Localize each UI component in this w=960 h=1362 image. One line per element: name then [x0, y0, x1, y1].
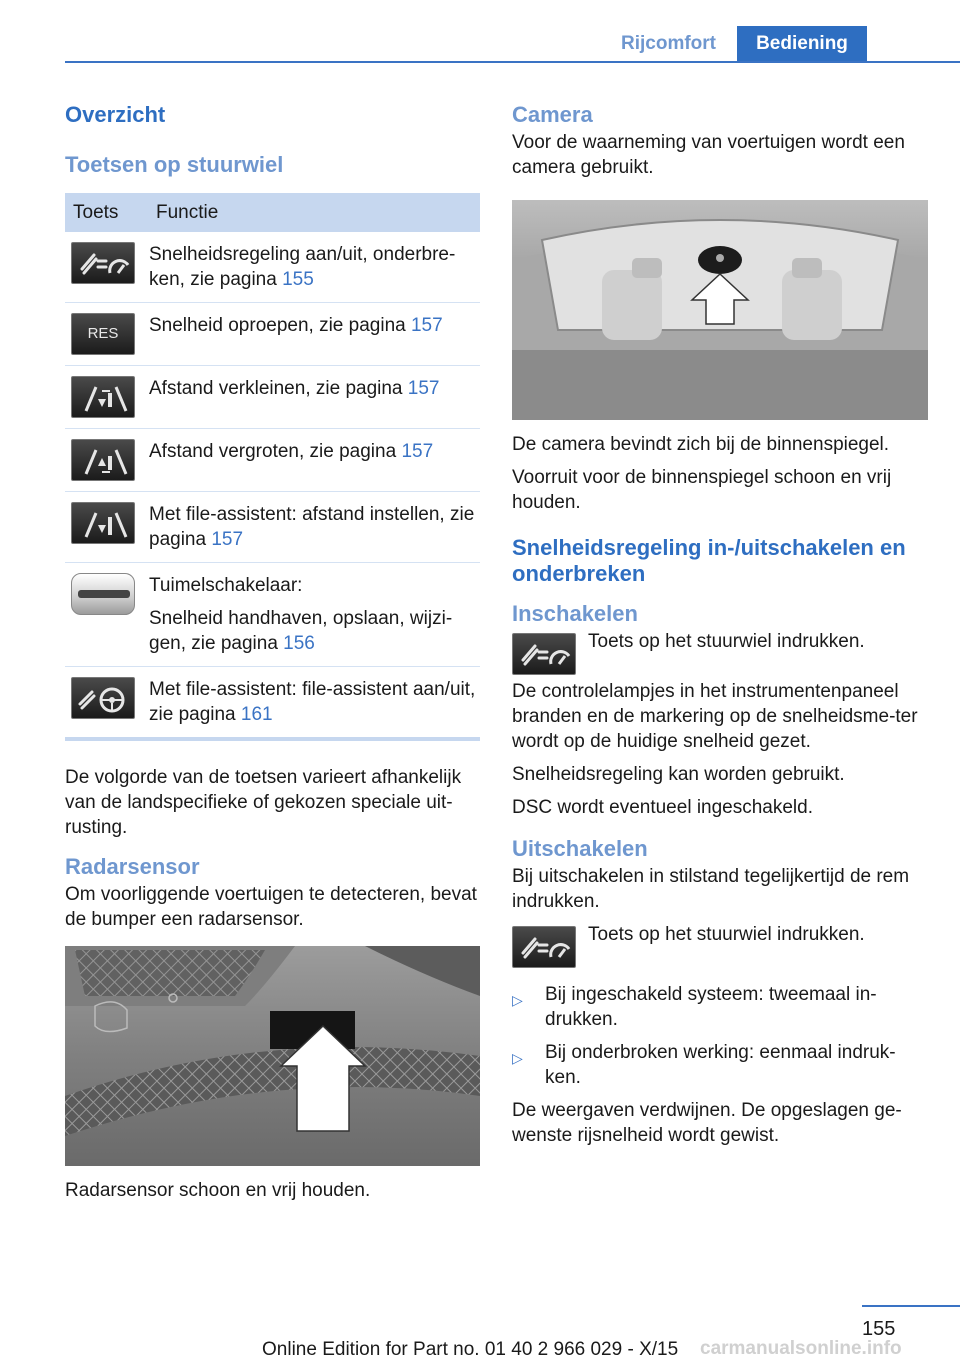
paragraph-camera-location: De camera bevindt zich bij de binnenspiegel.	[512, 434, 890, 455]
page-link[interactable]: 157	[401, 441, 434, 462]
heading-cruise-switch: Snelheidsregeling in-/uitschakelen en onderbreken	[512, 535, 906, 586]
list-item	[512, 1040, 928, 1090]
row-text: Snelheidsregeling aan/uit, onderbre-ken, zie pagina	[149, 244, 456, 290]
paragraph-on-dsc: DSC wordt eventueel ingeschakeld.	[512, 797, 814, 818]
row-text: Tuimelschakelaar:	[149, 575, 303, 596]
row-text: Afstand verkleinen, zie pagina	[149, 378, 408, 399]
page-link[interactable]: 157	[410, 315, 443, 336]
row-text: Snelheid oproepen, zie pagina	[149, 315, 411, 336]
paragraph-on-press: Toets op het stuurwiel indrukken.	[588, 631, 865, 652]
heading-steering-wheel-buttons: Toetsen op stuurwiel	[65, 152, 284, 177]
list-item	[512, 982, 928, 1032]
page-link[interactable]: 155	[282, 269, 314, 290]
paragraph-radar-clean: Radarsensor schoon en vrij houden.	[65, 1180, 371, 1201]
off-bullet-list	[512, 982, 928, 1090]
cruise-control-icon	[512, 633, 576, 675]
triangle-bullet-icon: ▷	[512, 992, 523, 1008]
page-number: 155	[862, 1318, 896, 1340]
paragraph-on-usable: Snelheidsregeling kan worden gebruikt.	[512, 764, 845, 785]
buttons-table	[65, 193, 480, 741]
left-column	[65, 100, 480, 1203]
page-link[interactable]: 156	[283, 633, 315, 654]
heading-radar-sensor: Radarsensor	[65, 854, 200, 879]
triangle-bullet-icon: ▷	[512, 1050, 523, 1066]
header-section-label: Rijcomfort	[621, 33, 716, 54]
paragraph-camera: Voor de waarneming van voertuigen wordt een camera gebruikt.	[512, 132, 905, 178]
watermark: carmanualsonline.info	[700, 1338, 902, 1359]
cruise-control-icon	[71, 242, 135, 284]
heading-overview: Overzicht	[65, 102, 166, 127]
page-link[interactable]: 157	[407, 378, 440, 399]
table-row	[65, 366, 480, 429]
list-item-text: Bij onderbroken werking: eenmaal indruk-ken.	[545, 1042, 896, 1088]
table-row	[65, 303, 480, 366]
distance-decrease-icon	[71, 376, 135, 418]
table-row	[65, 492, 480, 563]
res-button-icon: RES	[71, 313, 135, 355]
paragraph-off-result: De weergaven verdwijnen. De opgeslagen ge-wenste rijsnelheid wordt gewist.	[512, 1100, 902, 1146]
header-rule	[65, 61, 960, 63]
edition-note: Online Edition for Part no. 01 40 2 966 029 - X/15	[262, 1339, 679, 1360]
table-header-row	[65, 193, 480, 232]
paragraph-windshield: Voorruit voor de binnenspiegel schoon en vrij houden.	[512, 467, 892, 513]
heading-camera: Camera	[512, 102, 593, 127]
radar-sensor-photo	[65, 946, 480, 1166]
table-header-key: Toets	[65, 193, 148, 232]
cruise-control-icon	[512, 926, 576, 968]
heading-switch-off: Uitschakelen	[512, 836, 648, 861]
row-text: Met file-assistent: file-assistent aan/uit, zie pagina	[149, 679, 476, 725]
paragraph-button-order: De volgorde van de toetsen varieert afhankelijk van de landspecifieke of gekozen speciale uit-rusting.	[65, 767, 462, 838]
paragraph-radar: Om voorliggende voertuigen te detecteren, bevat de bumper een radarsensor.	[65, 884, 477, 930]
table-row	[65, 563, 480, 667]
heading-switch-on: Inschakelen	[512, 601, 638, 626]
paragraph-off-brake: Bij uitschakelen in stilstand tegelijkertijd de rem indrukken.	[512, 866, 910, 912]
footer-rule	[862, 1305, 960, 1307]
distance-set-icon	[71, 502, 135, 544]
paragraph-off-press: Toets op het stuurwiel indrukken.	[588, 924, 865, 945]
table-header-function: Functie	[148, 193, 480, 232]
page-link[interactable]: 157	[211, 529, 244, 550]
row-text: Met file-assistent: afstand instellen, zie pagina	[149, 504, 475, 550]
page-link[interactable]: 161	[240, 704, 273, 725]
row-text-2: Snelheid handhaven, opslaan, wijzi-gen, zie pagina	[149, 608, 453, 654]
rocker-switch-icon	[71, 573, 135, 615]
table-row	[65, 429, 480, 492]
switch-on-instruction	[512, 629, 928, 673]
header-chapter-tab: Bediening	[737, 26, 867, 61]
distance-increase-icon	[71, 439, 135, 481]
row-text: Afstand vergroten, zie pagina	[149, 441, 402, 462]
table-row	[65, 667, 480, 740]
traffic-jam-assistant-icon	[71, 677, 135, 719]
list-item-text: Bij ingeschakeld systeem: tweemaal in-drukken.	[545, 984, 877, 1030]
camera-photo	[512, 200, 928, 420]
table-row	[65, 232, 480, 303]
right-column	[512, 100, 928, 1148]
paragraph-on-indicators: De controlelampjes in het instrumentenpaneel branden en de markering op de snelheidsme-ter wordt op de huidige snelheid gezet.	[512, 681, 918, 752]
switch-off-instruction	[512, 922, 928, 966]
